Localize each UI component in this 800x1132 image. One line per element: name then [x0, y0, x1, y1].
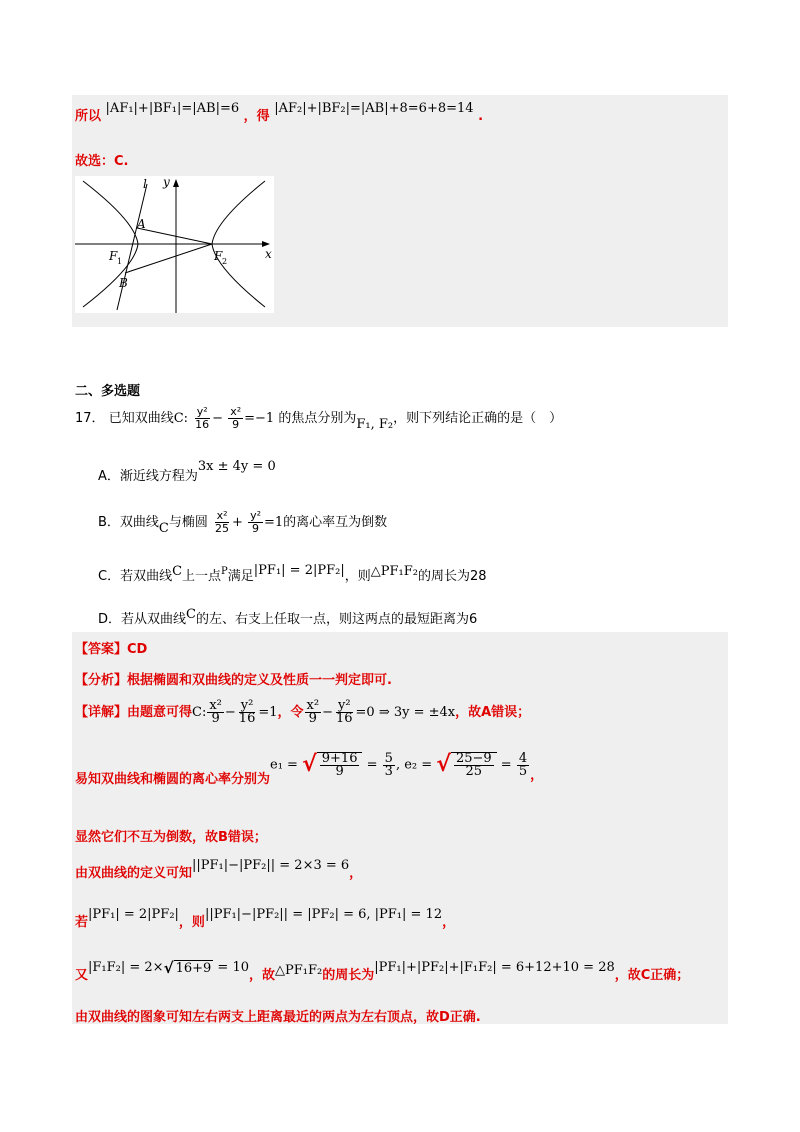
if-end: ， [442, 915, 456, 930]
also-triangle: △PF₁F₂ [275, 963, 323, 978]
also-math-1b: 16+9 [175, 960, 212, 976]
option-c-text-a: C．若双曲线 [98, 569, 173, 584]
stem-text-c: ，则下列结论正确的是（ ） [393, 411, 563, 426]
detail-line: 【详解】由题意可得C: $\frac{\text{x²}}{9}$ − $\frac{\text{y²}}{16}$ =1，令 $\frac{\text{x²}}{9}$ − $\frac{\text{y²}}{16}$ =0 ⇒ 3y = ±4x，故A错误； [75, 698, 531, 726]
foci: F₁, F₂ [356, 417, 394, 432]
label-a: A [137, 217, 146, 231]
option-a-math: 3x ± 4y = 0 [197, 459, 276, 474]
if-text: 若 [75, 915, 89, 930]
option-c-mid: 满足 [227, 569, 254, 584]
if-math-2: ||PF₁|−|PF₂|| = |PF₂| = 6, |PF₁| = 12 [204, 907, 443, 922]
question-number: 17． [75, 411, 105, 426]
label-y: y [163, 176, 170, 189]
option-c-c: C [172, 564, 183, 579]
label-f1-sub: 1 [117, 257, 123, 266]
segment-bf2 [125, 244, 212, 273]
also-math-1a: |F₁F₂| = 2× [88, 960, 164, 975]
label-l: l [143, 177, 147, 191]
text-period: . [478, 109, 484, 124]
option-c-p: P [221, 566, 228, 577]
math-af1-bf1: |AF₁|+|BF₁|=|AB|=6 [105, 101, 240, 116]
math-c: C: [192, 705, 207, 720]
def-end: ， [349, 866, 363, 881]
final-line: 由双曲线的图象可知左右两支上距离最近的两点为左右顶点，故D正确. [75, 1010, 481, 1025]
also-so: ，故 [249, 968, 276, 983]
label-x: x [265, 247, 272, 261]
option-d [98, 608, 477, 627]
curve-c: C: [173, 411, 189, 426]
also-line [75, 958, 690, 987]
option-c-text-b: 上一点 [182, 569, 222, 584]
frac-y2-16: $\frac{\text{y²}}{16}$ [195, 405, 210, 431]
stem-text-b: 的焦点分别为 [278, 411, 357, 426]
label-f2: F [214, 249, 223, 263]
ecc-text: 易知双曲线和椭圆的离心率分别为 [75, 771, 271, 787]
answer-line: 【答案】CD [75, 642, 148, 657]
option-c [98, 565, 486, 584]
label-f1: F [109, 249, 118, 263]
label-b: B [119, 276, 128, 290]
also-text: 又 [75, 968, 89, 983]
line-l [117, 184, 147, 310]
also-end: ，故C正确； [614, 968, 690, 983]
sqrt-e1: √ $\frac{9+16}{9}$ [302, 752, 362, 778]
option-b: B．双曲线C与椭圆 $\frac{\text{x²}}{25}$ + $\frac{\text{y²}}{9}$ =1的离心率互为倒数 [98, 509, 388, 536]
ecc-end: ， [530, 767, 544, 783]
option-b-c: C [158, 521, 169, 536]
def-math: ||PF₁|−|PF₂|| = 2×3 = 6 [192, 858, 350, 873]
def-text: 由双曲线的定义可知 [75, 866, 193, 881]
definition-line [75, 858, 363, 881]
if-math-1: |PF₁| = 2|PF₂| [88, 907, 179, 922]
analysis-line: 【分析】根据椭圆和双曲线的定义及性质一一判定即可. [75, 673, 392, 688]
option-b-label: B．双曲线 [98, 515, 159, 530]
hyperbola-figure [75, 176, 274, 313]
segment-af2 [137, 228, 212, 244]
not-reciprocal-line: 显然它们不互为倒数，故B错误； [75, 830, 267, 845]
also-math-2: |PF₁|+|PF₂|+|F₁F₂| = 6+12+10 = 28 [374, 960, 615, 975]
text-get: ，得 [243, 109, 270, 124]
if-then: ，则 [178, 915, 205, 930]
question-stem: 17． 已知双曲线C: $\frac{\text{y²}}{16}$ − $\frac{\text{x²}}{9}$ =−1 的焦点分别为F₁, F₂，则下列结论正确的是（ ） [75, 405, 563, 432]
option-c-math: |PF₁| = 2|PF₂| [253, 563, 345, 578]
frac-x2-9: $\frac{\text{x²}}{9}$ [230, 405, 242, 431]
option-d-c: C [186, 607, 196, 622]
also-perimeter: 的周长为 [322, 968, 375, 983]
frac-x2-25: $\frac{\text{x²}}{25}$ [215, 509, 230, 535]
y-axis-arrow [173, 179, 179, 187]
option-d-text-a: D．若从双曲线 [98, 612, 187, 627]
option-c-triangle: △PF₁F₂ [370, 564, 418, 579]
top-line-1 [75, 101, 484, 124]
ecc-line: 易知双曲线和椭圆的离心率分别为e₁ = √ $\frac{9+16}{9}$ = $\frac{5}{3}$ , e₂ = √ $\frac{25-9}{25}$ = $\frac{4}{5}$ ， [75, 750, 544, 787]
option-d-text-b: 的左、右支上任取一点，则这两点的最短距离为6 [195, 612, 478, 627]
text-so: 所以 [75, 109, 102, 124]
sqrt-e2: √ $\frac{25-9}{25}$ [436, 752, 496, 778]
section-title: 二、多选题 [75, 384, 141, 399]
stem-text-a: 已知双曲线 [108, 411, 174, 426]
option-a [98, 455, 276, 484]
option-b-mid: 与椭圆 [168, 515, 208, 530]
frac-y2-9: $\frac{\text{y²}}{9}$ [250, 509, 261, 535]
detail-text-a: 【详解】由题意可得 [75, 705, 193, 720]
option-b-end: 的离心率互为倒数 [283, 515, 388, 530]
math-af2-bf2: |AF₂|+|BF₂|=|AB|+8=6+8=14 [274, 101, 474, 116]
option-a-label: A．渐近线方程为 [98, 469, 198, 484]
label-f2-sub: 2 [222, 257, 228, 266]
if-line [75, 907, 456, 930]
option-c-then: ，则 [344, 569, 371, 584]
sqrt-16-9: √ 16+9 [163, 958, 212, 977]
option-c-end: 的周长为28 [417, 569, 487, 584]
frac-x2-9-c: $\frac{\text{x²}}{9}$ [306, 698, 320, 726]
frac-y2-16-b: $\frac{\text{y²}}{16}$ [238, 698, 256, 726]
hyperbola-figure-svg [75, 176, 274, 313]
also-math-1c: = 10 [213, 960, 249, 975]
detail-text-c: ，故A错误； [455, 705, 531, 720]
choice-line: 故选：C. [75, 154, 129, 169]
frac-y2-16-c: $\frac{\text{y²}}{16}$ [335, 698, 353, 726]
frac-x2-9-b: $\frac{\text{x²}}{9}$ [209, 698, 222, 726]
detail-text-b: ，令 [277, 705, 304, 720]
